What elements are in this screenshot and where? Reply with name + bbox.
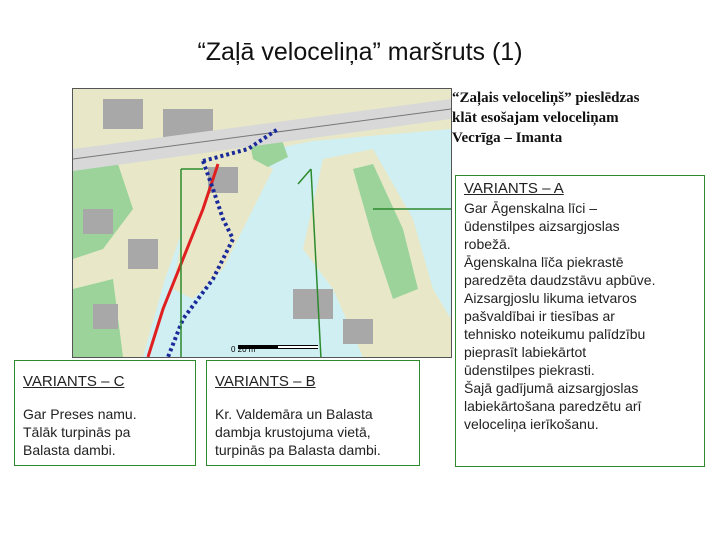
variant-c-line: Balasta dambi. [23,442,116,458]
variant-b-box [206,360,420,466]
variant-a-line: tehnisko noteikumu palīdzību [464,326,646,342]
variant-c-line: Tālāk turpinās pa [23,424,131,440]
variant-a-line: veloceliņa ierīkošanu. [464,416,599,432]
variant-b-line: dambja krustojuma vietā, [215,424,371,440]
variant-b-heading: VARIANTS – B [215,373,316,390]
building [293,289,333,319]
building [103,99,143,129]
map-drawing [73,89,451,357]
note-line: “Zaļais veloceliņš” pieslēdzas [452,90,640,106]
building [343,319,373,344]
variant-a-line: labiekārtošana paredzētu arī [464,398,642,414]
variant-a-line: Šajā gadījumā aizsargjoslas [464,380,639,396]
variant-a-line: paredzēta daudzstāvu apbūve. [464,272,656,288]
variant-b-line: turpinās pa Balasta dambi. [215,442,381,458]
building [83,209,113,234]
variant-a-line: pieprasīt labiekārtot [464,344,587,360]
variant-a-line: Aizsargjoslu likuma ietvaros [464,290,637,306]
variant-a-box [455,175,705,467]
route-note [452,88,714,148]
variant-a-heading: VARIANTS – A [464,180,564,197]
variant-a-line: Āgenskalna līča piekrastē [464,254,624,270]
variant-a-line: Gar Āgenskalna līci – [464,200,598,216]
page-title: “Zaļā veloceliņa” maršruts (1) [197,38,523,66]
scale-bar-segment [278,346,318,348]
variant-a-line: pašvaldībai ir tiesības ar [464,308,615,324]
variant-c-box [14,360,196,466]
variant-c-heading: VARIANTS – C [23,373,125,390]
variant-a-line: robežā. [464,236,511,252]
variant-b-line: Kr. Valdemāra un Balasta [215,406,373,422]
variant-c-line: Gar Preses namu. [23,406,137,422]
building [128,239,158,269]
scale-label: 0 20 m [231,345,256,354]
variant-a-line: ūdenstilpes piekrasti. [464,362,595,378]
note-line: klāt esošajam veloceliņam [452,110,619,126]
building [93,304,118,329]
note-line: Vecrīga – Imanta [452,130,563,146]
variant-a-line: ūdenstilpes aizsargjoslas [464,218,620,234]
route-map [72,88,452,358]
